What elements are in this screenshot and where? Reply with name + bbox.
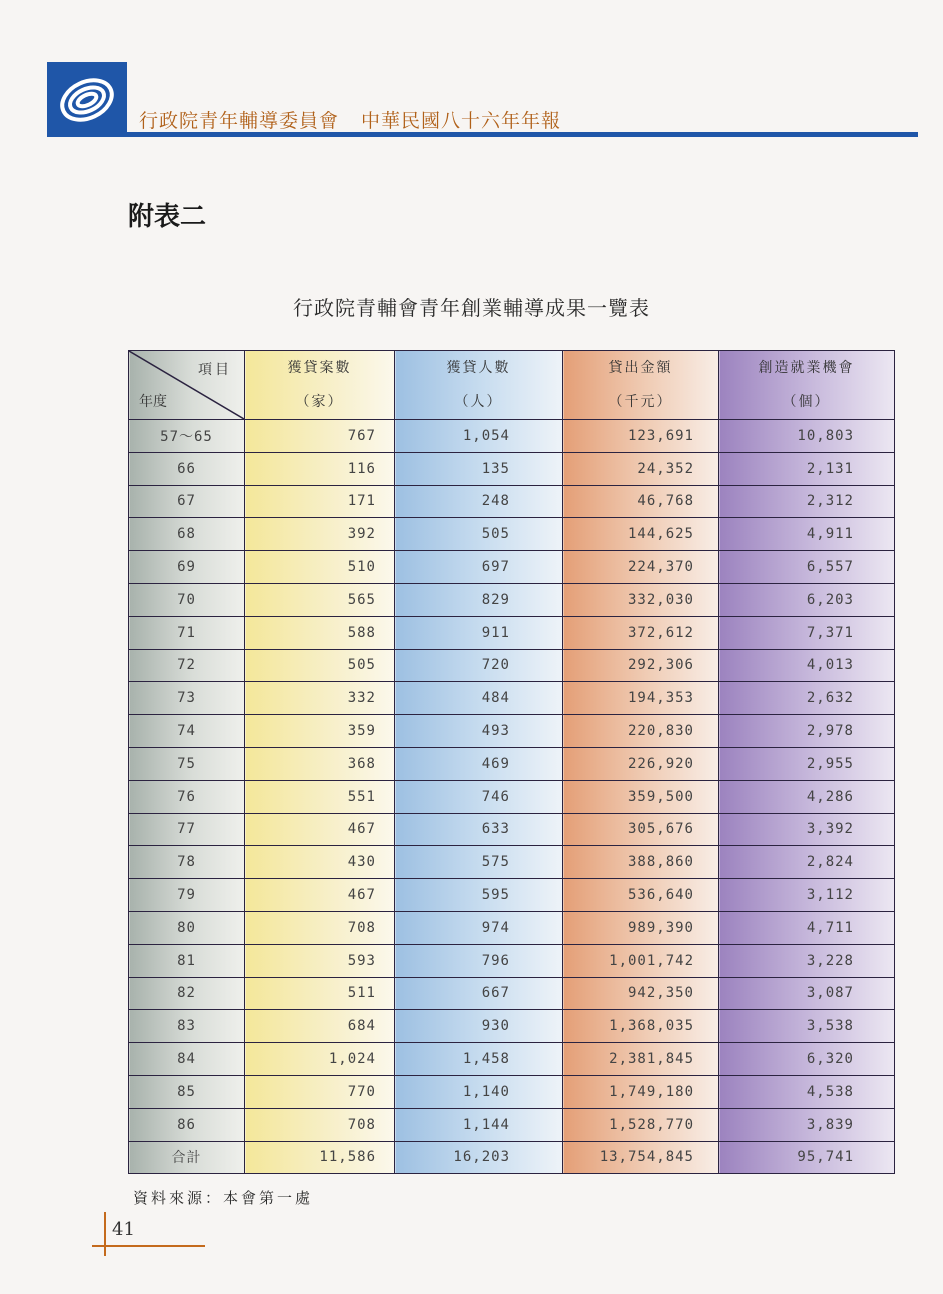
people-cell: 1,140	[395, 1075, 563, 1108]
table-row	[129, 485, 895, 518]
table-row	[129, 1108, 895, 1141]
cases-cell: 565	[245, 583, 395, 616]
amount-cell: 46,768	[563, 485, 719, 518]
jobs-cell: 4,911	[719, 518, 895, 551]
results-table	[128, 350, 895, 1174]
year-cell: 84	[129, 1043, 245, 1076]
year-cell: 67	[129, 485, 245, 518]
cases-cell: 505	[245, 649, 395, 682]
column-unit: （個）	[782, 394, 831, 410]
table-title: 行政院青輔會青年創業輔導成果一覽表	[293, 296, 650, 320]
page-number: 41	[112, 1219, 135, 1240]
amount-cell: 372,612	[563, 616, 719, 649]
cases-cell: 368	[245, 747, 395, 780]
corner-header-cell	[129, 351, 245, 420]
year-cell: 82	[129, 977, 245, 1010]
amount-cell: 305,676	[563, 813, 719, 846]
year-cell: 69	[129, 551, 245, 584]
column-header-people	[395, 351, 563, 420]
jobs-cell: 2,978	[719, 715, 895, 748]
org-name: 行政院青年輔導委員會	[139, 110, 340, 132]
cases-cell: 332	[245, 682, 395, 715]
header-title	[139, 106, 561, 133]
amount-cell: 332,030	[563, 583, 719, 616]
year-cell: 81	[129, 944, 245, 977]
jobs-cell: 6,557	[719, 551, 895, 584]
header-row	[129, 351, 895, 420]
amount-cell: 2,381,845	[563, 1043, 719, 1076]
people-cell: 633	[395, 813, 563, 846]
year-cell: 71	[129, 616, 245, 649]
amount-cell: 1,001,742	[563, 944, 719, 977]
jobs-cell: 10,803	[719, 420, 895, 453]
cases-cell: 770	[245, 1075, 395, 1108]
year-cell: 74	[129, 715, 245, 748]
year-cell: 合計	[129, 1141, 245, 1174]
year-cell: 78	[129, 846, 245, 879]
table-row	[129, 780, 895, 813]
table-row	[129, 944, 895, 977]
jobs-cell: 2,955	[719, 747, 895, 780]
amount-cell: 292,306	[563, 649, 719, 682]
jobs-cell: 7,371	[719, 616, 895, 649]
people-cell: 493	[395, 715, 563, 748]
rings-logo-icon	[47, 62, 127, 137]
table-row	[129, 846, 895, 879]
amount-cell: 123,691	[563, 420, 719, 453]
cases-cell: 467	[245, 879, 395, 912]
table-row	[129, 649, 895, 682]
people-cell: 720	[395, 649, 563, 682]
table-row	[129, 682, 895, 715]
year-cell: 68	[129, 518, 245, 551]
amount-cell: 989,390	[563, 911, 719, 944]
people-cell: 746	[395, 780, 563, 813]
cases-cell: 684	[245, 1010, 395, 1043]
jobs-cell: 4,013	[719, 649, 895, 682]
table-row	[129, 1075, 895, 1108]
cases-cell: 392	[245, 518, 395, 551]
amount-cell: 144,625	[563, 518, 719, 551]
people-cell: 974	[395, 911, 563, 944]
table-row	[129, 420, 895, 453]
cases-cell: 11,586	[245, 1141, 395, 1174]
appendix-label: 附表二	[128, 202, 207, 232]
column-unit: （家）	[295, 394, 344, 410]
corner-item-label: 項目	[198, 362, 232, 378]
cases-cell: 588	[245, 616, 395, 649]
cases-cell: 430	[245, 846, 395, 879]
people-cell: 930	[395, 1010, 563, 1043]
page-marker-horizontal	[92, 1245, 205, 1247]
table-row	[129, 813, 895, 846]
column-label: 獲貸人數	[446, 360, 511, 376]
amount-cell: 1,368,035	[563, 1010, 719, 1043]
people-cell: 1,144	[395, 1108, 563, 1141]
year-cell: 79	[129, 879, 245, 912]
page-marker-vertical	[104, 1212, 106, 1256]
jobs-cell: 4,286	[719, 780, 895, 813]
jobs-cell: 3,228	[719, 944, 895, 977]
table-row	[129, 879, 895, 912]
amount-cell: 388,860	[563, 846, 719, 879]
table-body	[129, 420, 895, 1174]
amount-cell: 220,830	[563, 715, 719, 748]
year-cell: 85	[129, 1075, 245, 1108]
header-rule	[127, 132, 918, 137]
cases-cell: 171	[245, 485, 395, 518]
year-cell: 83	[129, 1010, 245, 1043]
table-row	[129, 518, 895, 551]
table-row	[129, 551, 895, 584]
amount-cell: 536,640	[563, 879, 719, 912]
people-cell: 595	[395, 879, 563, 912]
cases-cell: 511	[245, 977, 395, 1010]
people-cell: 911	[395, 616, 563, 649]
amount-cell: 13,754,845	[563, 1141, 719, 1174]
year-cell: 57～65	[129, 420, 245, 453]
jobs-cell: 4,538	[719, 1075, 895, 1108]
year-cell: 80	[129, 911, 245, 944]
amount-cell: 224,370	[563, 551, 719, 584]
total-row	[129, 1141, 895, 1174]
cases-cell: 708	[245, 911, 395, 944]
column-unit: （千元）	[608, 394, 673, 410]
people-cell: 697	[395, 551, 563, 584]
people-cell: 505	[395, 518, 563, 551]
people-cell: 135	[395, 452, 563, 485]
column-label: 貸出金額	[608, 360, 673, 376]
people-cell: 1,054	[395, 420, 563, 453]
table-row	[129, 583, 895, 616]
year-cell: 76	[129, 780, 245, 813]
amount-cell: 226,920	[563, 747, 719, 780]
year-cell: 75	[129, 747, 245, 780]
jobs-cell: 3,087	[719, 977, 895, 1010]
table-row	[129, 616, 895, 649]
column-header-jobs	[719, 351, 895, 420]
cases-cell: 359	[245, 715, 395, 748]
report-name: 中華民國八十六年年報	[361, 110, 562, 132]
people-cell: 796	[395, 944, 563, 977]
year-cell: 66	[129, 452, 245, 485]
amount-cell: 24,352	[563, 452, 719, 485]
column-header-cases	[245, 351, 395, 420]
cases-cell: 1,024	[245, 1043, 395, 1076]
people-cell: 575	[395, 846, 563, 879]
column-header-amount	[563, 351, 719, 420]
column-label: 獲貸案數	[287, 360, 352, 376]
table-row	[129, 977, 895, 1010]
table-row	[129, 747, 895, 780]
table-row	[129, 911, 895, 944]
cases-cell: 767	[245, 420, 395, 453]
jobs-cell: 3,392	[719, 813, 895, 846]
table-row	[129, 715, 895, 748]
table-row	[129, 1043, 895, 1076]
corner-year-label: 年度	[139, 394, 167, 410]
jobs-cell: 2,824	[719, 846, 895, 879]
jobs-cell: 6,320	[719, 1043, 895, 1076]
year-cell: 72	[129, 649, 245, 682]
cases-cell: 593	[245, 944, 395, 977]
jobs-cell: 3,839	[719, 1108, 895, 1141]
year-cell: 86	[129, 1108, 245, 1141]
amount-cell: 194,353	[563, 682, 719, 715]
jobs-cell: 95,741	[719, 1141, 895, 1174]
jobs-cell: 3,538	[719, 1010, 895, 1043]
column-label: 創造就業機會	[758, 360, 855, 376]
amount-cell: 359,500	[563, 780, 719, 813]
source-note: 資料來源：本會第一處	[133, 1189, 314, 1207]
people-cell: 1,458	[395, 1043, 563, 1076]
amount-cell: 1,749,180	[563, 1075, 719, 1108]
column-unit: （人）	[454, 394, 503, 410]
table-row	[129, 1010, 895, 1043]
people-cell: 16,203	[395, 1141, 563, 1174]
cases-cell: 551	[245, 780, 395, 813]
amount-cell: 1,528,770	[563, 1108, 719, 1141]
cases-cell: 467	[245, 813, 395, 846]
logo	[47, 62, 127, 137]
amount-cell: 942,350	[563, 977, 719, 1010]
cases-cell: 510	[245, 551, 395, 584]
people-cell: 829	[395, 583, 563, 616]
jobs-cell: 3,112	[719, 879, 895, 912]
jobs-cell: 4,711	[719, 911, 895, 944]
people-cell: 248	[395, 485, 563, 518]
cases-cell: 708	[245, 1108, 395, 1141]
cases-cell: 116	[245, 452, 395, 485]
jobs-cell: 2,632	[719, 682, 895, 715]
jobs-cell: 2,312	[719, 485, 895, 518]
jobs-cell: 2,131	[719, 452, 895, 485]
jobs-cell: 6,203	[719, 583, 895, 616]
year-cell: 77	[129, 813, 245, 846]
table-row	[129, 452, 895, 485]
people-cell: 469	[395, 747, 563, 780]
year-cell: 70	[129, 583, 245, 616]
people-cell: 484	[395, 682, 563, 715]
year-cell: 73	[129, 682, 245, 715]
people-cell: 667	[395, 977, 563, 1010]
